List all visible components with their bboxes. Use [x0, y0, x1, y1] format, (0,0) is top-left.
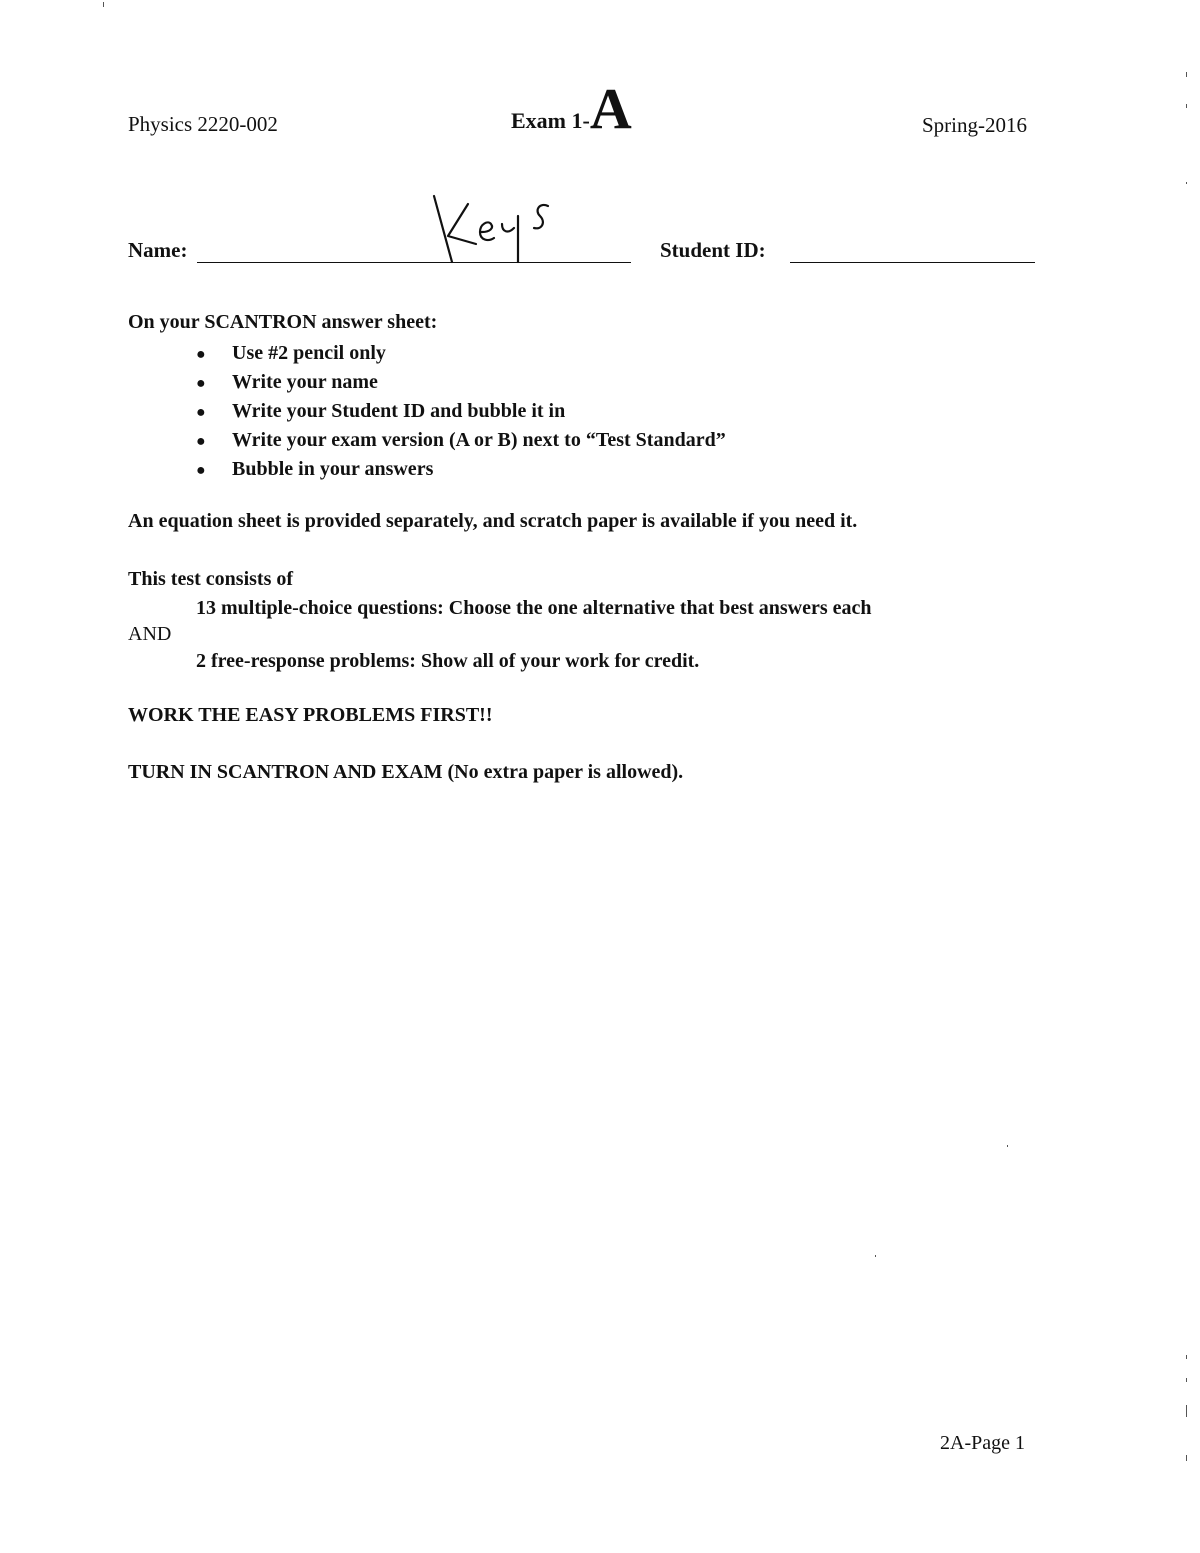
bullet-icon: ● — [196, 346, 206, 363]
composition-intro: This test consists of — [128, 568, 294, 590]
list-item-text: Write your name — [232, 371, 378, 393]
scan-speck — [875, 1255, 876, 1257]
scan-speck — [1186, 104, 1187, 108]
scan-speck — [1007, 1145, 1008, 1147]
bullet-icon: ● — [196, 462, 206, 479]
list-item — [196, 368, 726, 397]
scan-speck — [1186, 1455, 1187, 1461]
list-item — [196, 397, 726, 426]
course-title: Physics 2220-002 — [128, 112, 278, 136]
name-label: Name: — [128, 238, 188, 262]
list-item — [196, 426, 726, 455]
bullet-icon: ● — [196, 404, 206, 421]
exam-version: A — [589, 76, 632, 141]
scan-speck — [1186, 1378, 1187, 1382]
scan-speck — [103, 2, 104, 7]
scan-speck — [1186, 182, 1187, 184]
term: Spring-2016 — [922, 113, 1027, 137]
student-id-field — [790, 262, 1035, 263]
multiple-choice-description: 13 multiple-choice questions: Choose the one alternative that best answers each — [196, 597, 872, 619]
bullet-icon: ● — [196, 375, 206, 392]
list-item-text: Bubble in your answers — [232, 458, 434, 480]
list-item — [196, 339, 726, 368]
scan-speck — [1186, 72, 1187, 77]
turn-in-reminder: TURN IN SCANTRON AND EXAM (No extra paper is allowed). — [128, 761, 684, 783]
free-response-description: 2 free-response problems: Show all of your work for credit. — [196, 650, 700, 672]
exam-title — [511, 76, 632, 141]
name-field — [197, 262, 631, 263]
page-number: 2A-Page 1 — [940, 1432, 1025, 1454]
list-item — [196, 455, 726, 484]
instructions-list — [196, 339, 726, 484]
exam-prefix: Exam 1- — [511, 108, 590, 133]
and-connector: AND — [128, 623, 172, 645]
bullet-icon: ● — [196, 433, 206, 450]
scan-speck — [1186, 1355, 1187, 1359]
scan-speck — [1186, 1405, 1187, 1417]
student-id-label: Student ID: — [660, 238, 766, 262]
work-easy-reminder: WORK THE EASY PROBLEMS FIRST!! — [128, 704, 493, 726]
handwritten-name — [428, 192, 558, 267]
equation-sheet-note: An equation sheet is provided separately, and scratch paper is available if you need it. — [128, 510, 858, 532]
list-item-text: Write your exam version (A or B) next to “Test Standard” — [232, 429, 726, 451]
list-item-text: Write your Student ID and bubble it in — [232, 400, 566, 422]
instructions-heading: On your SCANTRON answer sheet: — [128, 311, 438, 333]
list-item-text: Use #2 pencil only — [232, 342, 386, 364]
